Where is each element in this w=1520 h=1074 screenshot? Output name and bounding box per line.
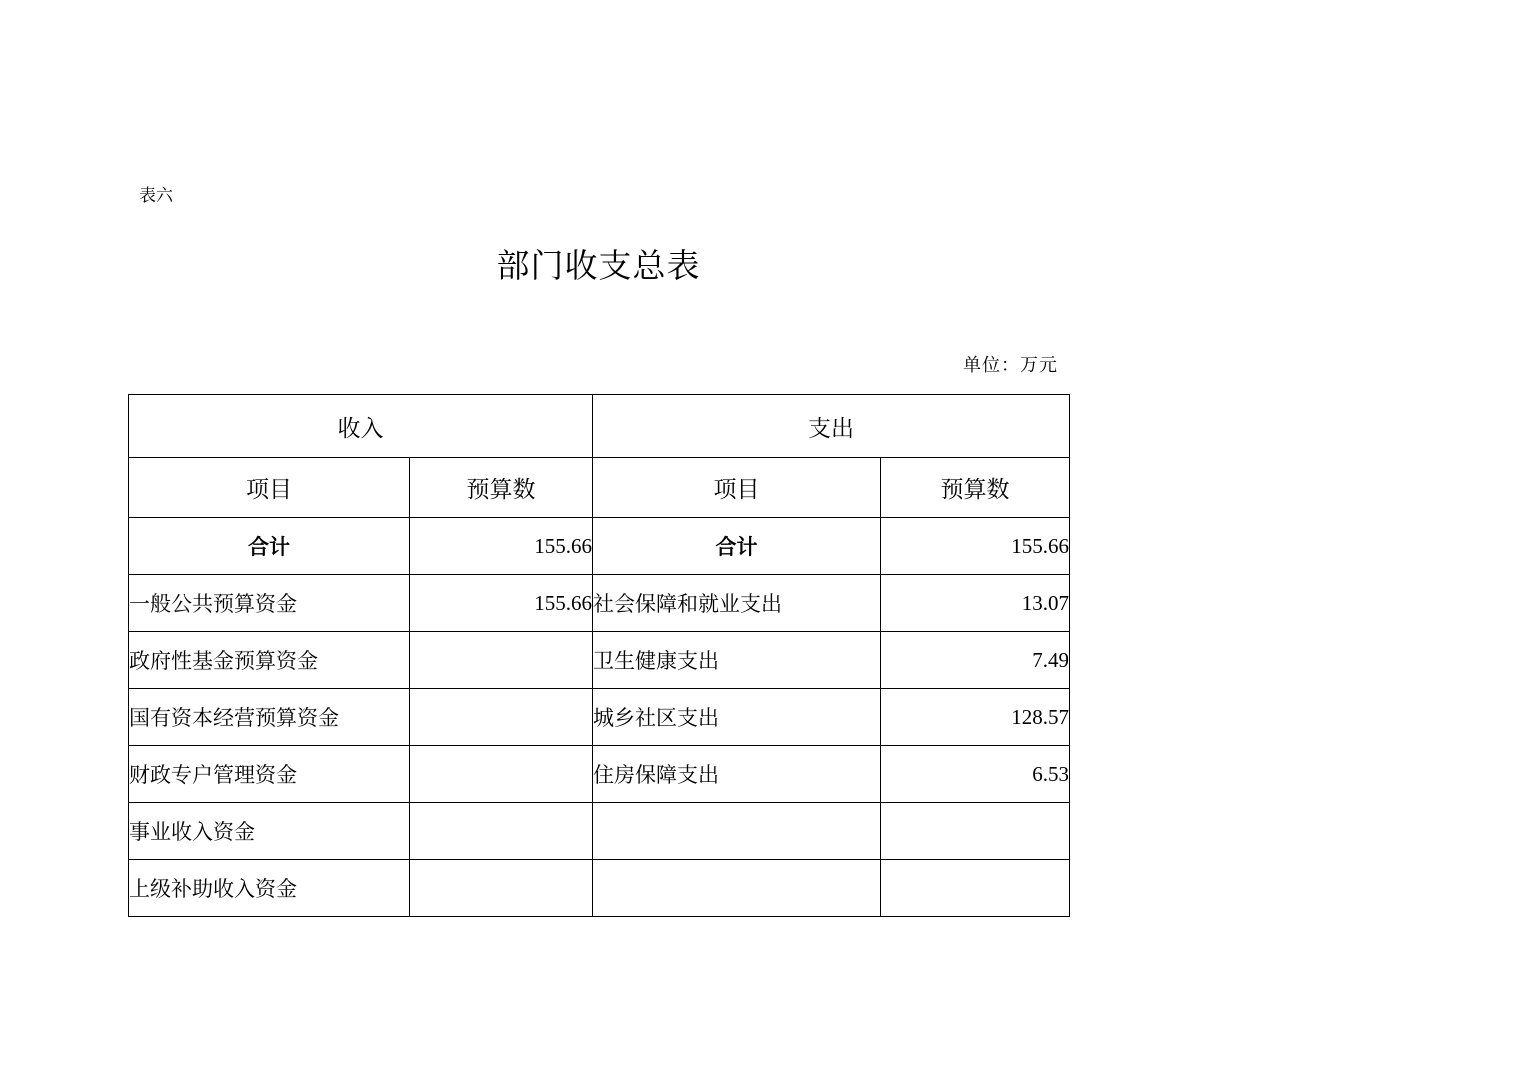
table-row [129,803,1070,860]
expense-total-label: 合计 [593,518,881,575]
income-total-value: 155.66 [410,518,593,575]
expense-value: 13.07 [881,575,1070,632]
expense-value [881,803,1070,860]
expense-value: 128.57 [881,689,1070,746]
expense-value: 7.49 [881,632,1070,689]
income-value: 155.66 [410,575,593,632]
income-item: 政府性基金预算资金 [129,632,410,689]
expense-item: 住房保障支出 [593,746,881,803]
expense-item [593,803,881,860]
expense-item-column-header: 项目 [593,458,881,518]
income-value [410,860,593,917]
income-header: 收入 [129,395,593,458]
expense-item: 城乡社区支出 [593,689,881,746]
table-row [129,632,1070,689]
expense-value [881,860,1070,917]
expense-budget-column-header: 预算数 [881,458,1070,518]
total-row [129,518,1070,575]
expense-header: 支出 [593,395,1070,458]
income-budget-column-header: 预算数 [410,458,593,518]
income-total-label: 合计 [129,518,410,575]
expense-item: 卫生健康支出 [593,632,881,689]
income-item: 上级补助收入资金 [129,860,410,917]
income-value [410,632,593,689]
table-subheader-row [129,458,1070,518]
expense-value: 6.53 [881,746,1070,803]
table-row [129,860,1070,917]
table-row [129,746,1070,803]
expense-item [593,860,881,917]
income-value [410,803,593,860]
expense-item: 社会保障和就业支出 [593,575,881,632]
table-number-label: 表六 [139,186,173,206]
income-item: 国有资本经营预算资金 [129,689,410,746]
budget-summary-table [128,394,1070,917]
income-item: 财政专户管理资金 [129,746,410,803]
income-item: 一般公共预算资金 [129,575,410,632]
table-row [129,575,1070,632]
income-value [410,746,593,803]
expense-total-value: 155.66 [881,518,1070,575]
unit-label: 单位：万元 [963,355,1058,376]
table-header-row [129,395,1070,458]
table-row [129,689,1070,746]
income-item-column-header: 项目 [129,458,410,518]
income-item: 事业收入资金 [129,803,410,860]
income-value [410,689,593,746]
document-title: 部门收支总表 [496,246,701,285]
